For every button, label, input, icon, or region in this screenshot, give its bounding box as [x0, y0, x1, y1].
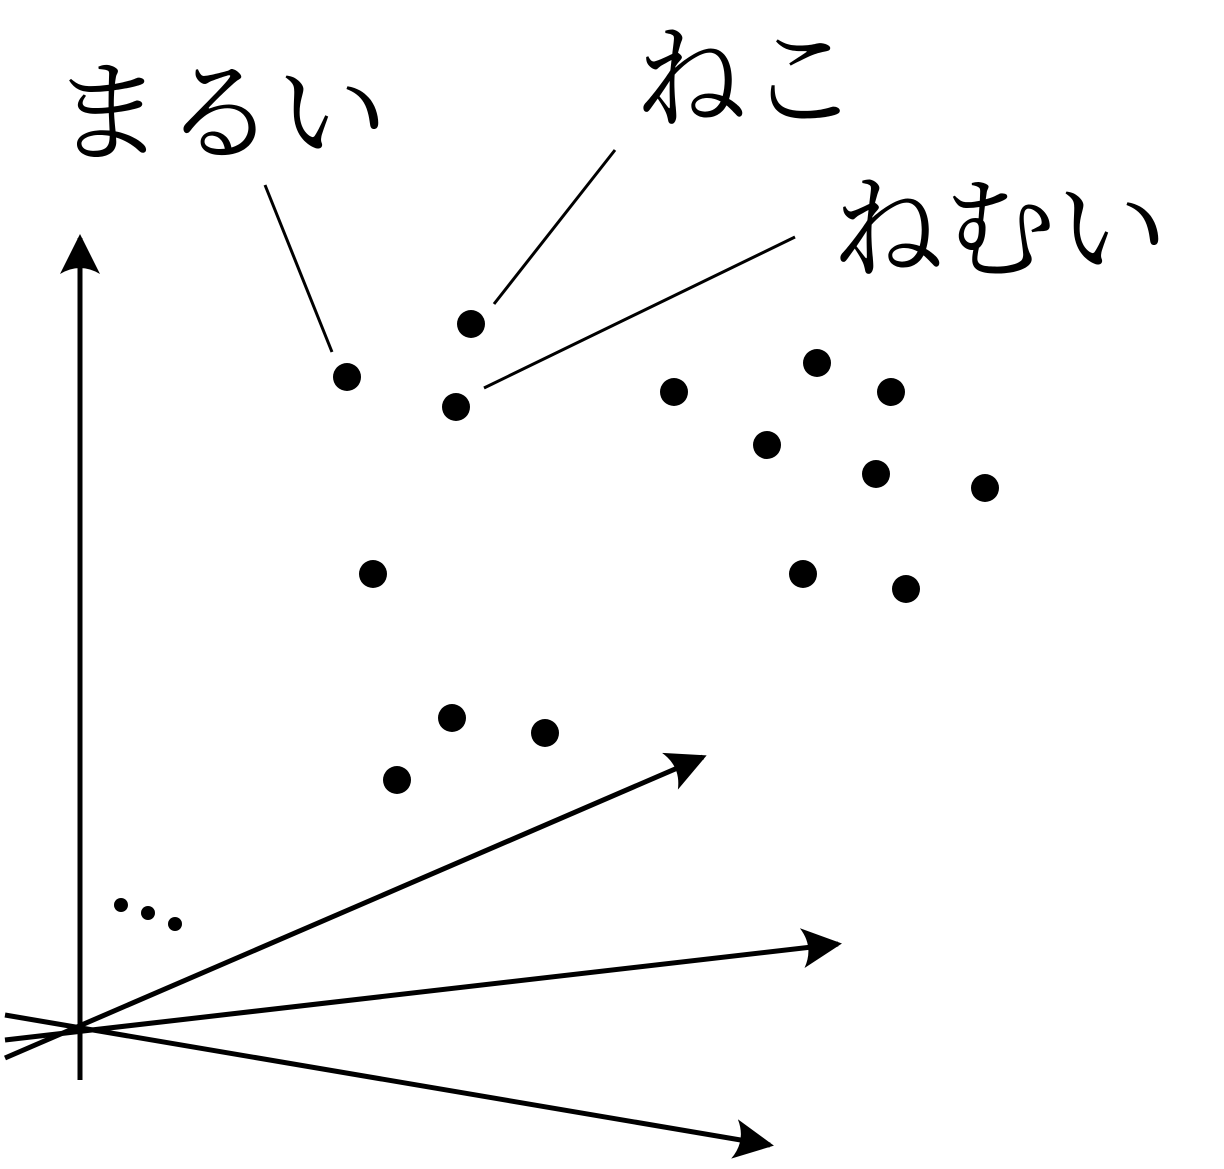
- point: [753, 431, 781, 459]
- label-nemui: ねむい: [832, 165, 1168, 295]
- point: [862, 460, 890, 488]
- point: [359, 560, 387, 588]
- point: [660, 378, 688, 406]
- axis-up-right: [5, 757, 703, 1058]
- leader-line-marui: [265, 185, 332, 352]
- point: [971, 474, 999, 502]
- point: [789, 560, 817, 588]
- axis-right: [5, 944, 838, 1040]
- point: [892, 575, 920, 603]
- point-nemui: [442, 393, 470, 421]
- ellipsis-dot: [114, 898, 128, 912]
- point: [438, 704, 466, 732]
- point: [803, 349, 831, 377]
- ellipsis-dot: [168, 917, 182, 931]
- word-points: [333, 310, 999, 794]
- axes: [5, 238, 838, 1145]
- label-neko: ねこ: [635, 15, 859, 145]
- leader-line-neko: [494, 150, 615, 304]
- point-neko: [457, 310, 485, 338]
- point: [877, 378, 905, 406]
- ellipsis: [114, 898, 182, 931]
- axis-down-right: [5, 1015, 770, 1145]
- point: [531, 719, 559, 747]
- point-marui: [333, 363, 361, 391]
- point: [383, 766, 411, 794]
- label-marui: まるい: [52, 49, 388, 179]
- leader-lines: [265, 150, 795, 388]
- ellipsis-dot: [141, 906, 155, 920]
